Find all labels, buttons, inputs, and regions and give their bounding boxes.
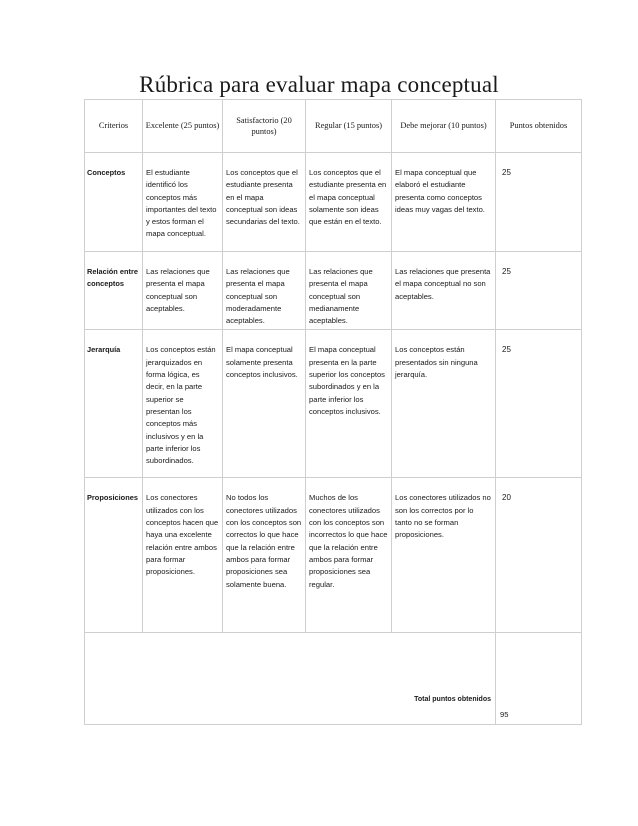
total-row [85, 633, 582, 724]
satisfactorio-cell: Los conceptos que el estudiante presenta en el mapa conceptual son ideas secundarias del texto. [223, 153, 306, 252]
points-cell: 25 [496, 330, 582, 478]
regular-cell: Muchos de los conectores utilizados con los conceptos son incorrectos lo que hace que la relación entre ambos para formar proposiciones sea regular. [306, 478, 392, 633]
excelente-cell: El estudiante identificó los conceptos más importantes del texto y estos forman el mapa conceptual. [143, 153, 223, 252]
criterion-cell: Proposiciones [85, 478, 143, 633]
total-value: 95 [496, 633, 582, 724]
table-header-row [85, 100, 582, 153]
excelente-cell: Las relaciones que presenta el mapa conceptual son aceptables. [143, 252, 223, 330]
excelente-cell: Los conectores utilizados con los conceptos hacen que haya una excelente relación entre ambos para formar proposiciones. [143, 478, 223, 633]
criterion-cell: Relación entre conceptos [85, 252, 143, 330]
rubric-table [84, 99, 582, 725]
regular-cell: El mapa conceptual presenta en la parte superior los conceptos subordinados y en la parte inferior los conceptos inclusivos. [306, 330, 392, 478]
debe-mejorar-cell: Los conectores utilizados no son los correctos por lo tanto no se forman proposiciones. [392, 478, 496, 633]
debe-mejorar-cell: Los conceptos están presentados sin ninguna jerarquía. [392, 330, 496, 478]
total-label-cell [85, 633, 496, 724]
table-row [85, 330, 582, 478]
satisfactorio-cell: No todos los conectores utilizados con los conceptos son correctos lo que hace que la relación entre ambos para formar proposiciones sea solamente buena. [223, 478, 306, 633]
header-criterios: Criterios [85, 100, 143, 153]
points-cell: 25 [496, 252, 582, 330]
debe-mejorar-cell: El mapa conceptual que elaboró el estudiante presenta como conceptos ideas muy vagas del texto. [392, 153, 496, 252]
header-puntos-obtenidos: Puntos obtenidos [496, 100, 582, 153]
points-cell: 20 [496, 478, 582, 633]
table-row [85, 252, 582, 330]
criterion-cell: Jerarquía [85, 330, 143, 478]
criterion-cell: Conceptos [85, 153, 143, 252]
points-cell: 25 [496, 153, 582, 252]
total-label: Total puntos obtenidos [414, 696, 491, 704]
satisfactorio-cell: El mapa conceptual solamente presenta conceptos inclusivos. [223, 330, 306, 478]
regular-cell: Las relaciones que presenta el mapa conceptual son medianamente aceptables. [306, 252, 392, 330]
satisfactorio-cell: Las relaciones que presenta el mapa conceptual son moderadamente aceptables. [223, 252, 306, 330]
header-satisfactorio: Satisfactorio (20 puntos) [223, 100, 306, 153]
header-debe-mejorar: Debe mejorar (10 puntos) [392, 100, 496, 153]
table-row [85, 478, 582, 633]
header-regular: Regular (15 puntos) [306, 100, 392, 153]
excelente-cell: Los conceptos están jerarquizados en forma lógica, es decir, en la parte superior se presentan los conceptos más inclusivos y en la parte inferior los subordinados. [143, 330, 223, 478]
header-excelente: Excelente (25 puntos) [143, 100, 223, 153]
regular-cell: Los conceptos que el estudiante presenta en el mapa conceptual solamente son ideas que están en el texto. [306, 153, 392, 252]
debe-mejorar-cell: Las relaciones que presenta el mapa conceptual no son aceptables. [392, 252, 496, 330]
page-title: Rúbrica para evaluar mapa conceptual [139, 72, 499, 97]
table-row [85, 153, 582, 252]
